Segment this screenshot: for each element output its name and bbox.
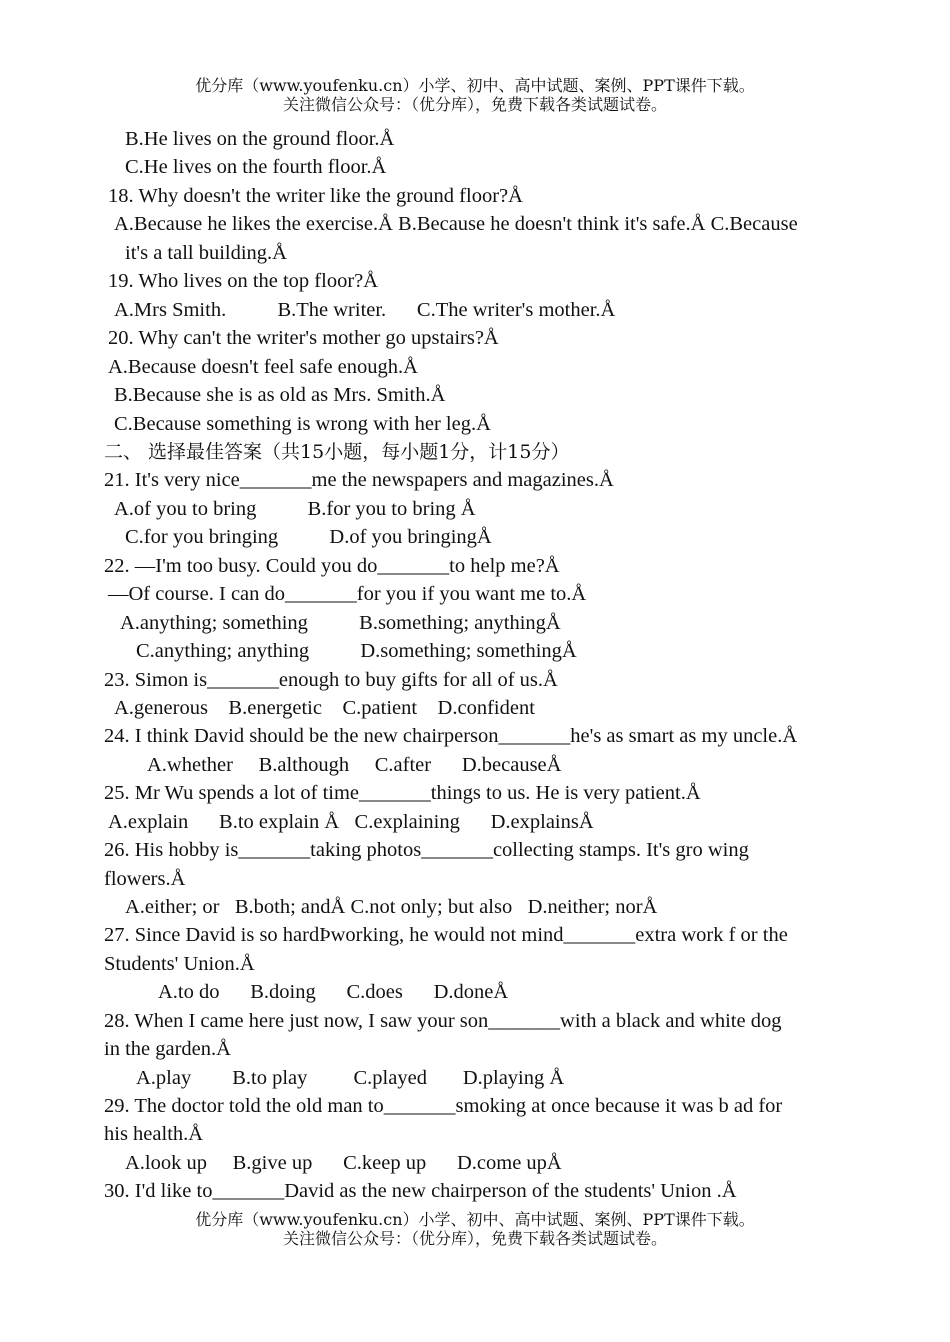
option-line: A.look up B.give up C.keep up D.come upÅ [125, 1152, 562, 1174]
question-18: 18. Why doesn't the writer like the ground floor?Å [108, 185, 523, 207]
dialogue-line: —Of course. I can do_______for you if you want me to.Å [108, 583, 587, 605]
option-line: B.He lives on the ground floor.Å [125, 128, 395, 150]
question-continued: in the garden.Å [104, 1038, 231, 1060]
question-26: 26. His hobby is_______taking photos_______collecting stamps. It's gro wing [104, 839, 749, 861]
section-heading: 二、 选择最佳答案（共15小题，每小题1分，计15分） [104, 441, 570, 463]
question-28: 28. When I came here just now, I saw your son_______with a black and white dog [104, 1010, 782, 1032]
option-line: A.generous B.energetic C.patient D.confident [114, 697, 535, 719]
question-continued: Students' Union.Å [104, 953, 255, 975]
option-line: A.whether B.although C.after D.becauseÅ [147, 754, 562, 776]
question-23: 23. Simon is_______enough to buy gifts for all of us.Å [104, 669, 558, 691]
option-line: A.Because he likes the exercise.Å B.Because he doesn't think it's safe.Å C.Because [114, 213, 798, 235]
question-19: 19. Who lives on the top floor?Å [108, 270, 379, 292]
question-25: 25. Mr Wu spends a lot of time_______things to us. He is very patient.Å [104, 782, 701, 804]
option-line: A.to do B.doing C.does D.doneÅ [158, 981, 509, 1003]
question-continued: his health.Å [104, 1123, 204, 1145]
footer-line-1: 优分库（www.youfenku.cn）小学、初中、高中试题、案例、PPT课件下载。 [195, 1210, 755, 1229]
option-line: B.Because she is as old as Mrs. Smith.Å [114, 384, 446, 406]
header-line-1: 优分库（www.youfenku.cn）小学、初中、高中试题、案例、PPT课件下载。 [195, 76, 755, 95]
question-21: 21. It's very nice_______me the newspapers and magazines.Å [104, 469, 614, 491]
option-line: C.for you bringing D.of you bringingÅ [125, 526, 492, 548]
question-22: 22. —I'm too busy. Could you do_______to help me?Å [104, 555, 560, 577]
option-line: A.either; or B.both; andÅ C.not only; but also D.neither; norÅ [125, 896, 658, 918]
question-20: 20. Why can't the writer's mother go upstairs?Å [108, 327, 499, 349]
question-29: 29. The doctor told the old man to_______smoking at once because it was b ad for [104, 1095, 783, 1117]
option-line: A.explain B.to explain Å C.explaining D.explainsÅ [108, 811, 594, 833]
option-line: A.Mrs Smith. B.The writer. C.The writer's mother.Å [114, 299, 616, 321]
header-line-2: 关注微信公众号：（优分库），免费下载各类试题试卷。 [282, 95, 667, 114]
option-line: A.of you to bring B.for you to bring Å [114, 498, 476, 520]
option-line: C.Because something is wrong with her leg.Å [114, 413, 491, 435]
footer-line-2: 关注微信公众号：（优分库），免费下载各类试题试卷。 [282, 1229, 667, 1248]
page-header [0, 76, 950, 114]
option-line: A.play B.to play C.played D.playing Å [136, 1067, 565, 1089]
question-continued: flowers.Å [104, 868, 186, 890]
question-27: 27. Since David is so hardÞworking, he would not mind_______extra work f or the [104, 924, 788, 946]
question-30: 30. I'd like to_______David as the new chairperson of the students' Union .Å [104, 1180, 737, 1202]
page-footer [0, 1210, 950, 1248]
option-line: C.He lives on the fourth floor.Å [125, 156, 387, 178]
option-line: A.anything; something B.something; anythingÅ [120, 612, 561, 634]
option-line: C.anything; anything D.something; somethingÅ [136, 640, 577, 662]
question-24: 24. I think David should be the new chairperson_______he's as smart as my uncle.Å [104, 725, 798, 747]
option-line: A.Because doesn't feel safe enough.Å [108, 356, 418, 378]
option-line-continued: it's a tall building.Å [125, 242, 287, 264]
